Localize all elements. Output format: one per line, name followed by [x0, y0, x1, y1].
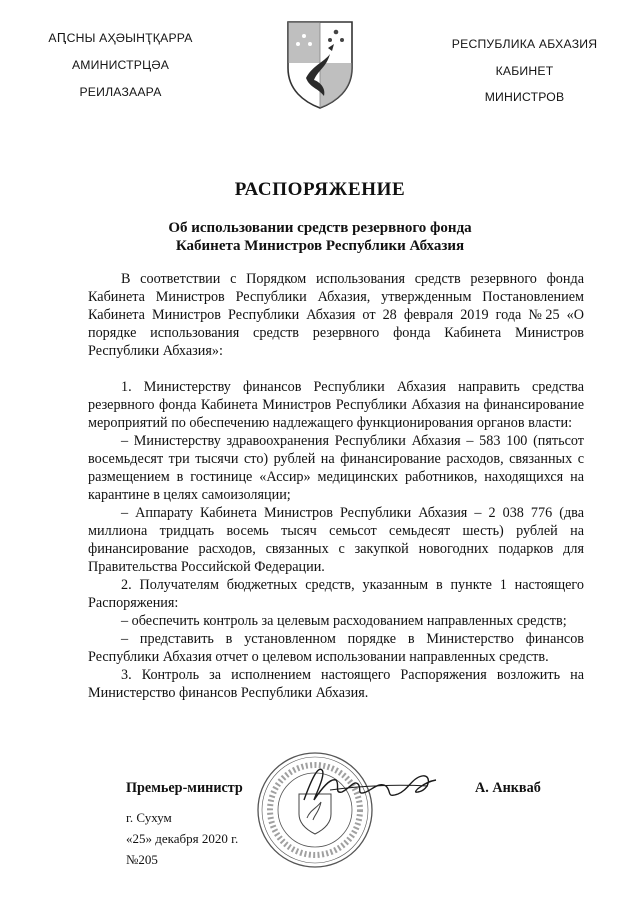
clause-1-item-cabinet-apparatus: – Аппарату Кабинета Министров Республики Абхазия – 2 038 776 (два миллиона тридцать восемь тысяч семьсот семьдесят шесть) рублей на финансирование расходов, связанных с закупкой новогодних подарков для Правительства Российской Федерации. [88, 505, 584, 575]
clause-1-item-health-ministry: – Министерству здравоохранения Республики Абхазия – 583 100 (пятьсот восемьдесят три тысячи сто) рублей на финансирование расходов, связанных с размещением в гостинице «Ассир» медицинских работников, находящихся на карантине в целях самоизоляции; [88, 433, 584, 503]
signature-block [0, 750, 640, 900]
signatory-position: Премьер-министр [126, 780, 243, 796]
document-city: г. Сухум [126, 810, 172, 825]
document-subtitle-line-2: Кабинета Министров Республики Абхазия [175, 238, 465, 254]
document-subtitle-line-1: Об использовании средств резервного фонда [168, 220, 472, 236]
document-body [88, 270, 584, 702]
coat-of-arms-emblem-icon [284, 18, 356, 110]
document-date: «25» декабря 2020 г. [126, 831, 239, 846]
clause-3-paragraph: 3. Контроль за исполнением настоящего Распоряжения возложить на Министерство финансов Республики Абхазия. [88, 667, 584, 701]
document-number: №205 [126, 852, 158, 867]
header-right-line-2: КАБИНЕТ [495, 64, 554, 78]
clause-2-paragraph: 2. Получателям бюджетных средств, указанным в пункте 1 настоящего Распоряжения: [88, 577, 584, 611]
clause-2-item-control: – обеспечить контроль за целевым расходованием направленных средств; [121, 613, 567, 629]
clause-1-paragraph: 1. Министерству финансов Республики Абхазия направить средства резервного фонда Кабинета Министров Республики Абхазия на финансирование мероприятий по обеспечению надлежащего функционирования органов власти: [88, 379, 584, 431]
header-left-line-2: АМИНИСТРЦӘА [71, 58, 170, 72]
header-right-line-1: РЕСПУБЛИКА АБХАЗИЯ [451, 37, 598, 51]
header-right-line-3: МИНИСТРОВ [484, 90, 565, 104]
clause-2-item-report: – представить в установленном порядке в Министерство финансов Республики Абхазия отчет о целевом использовании направленных средств. [88, 631, 584, 665]
header-left-line-3: РЕИЛАЗААРА [79, 85, 162, 99]
signatory-name: А. Анкваб [475, 780, 541, 796]
document-title: РАСПОРЯЖЕНИЕ [234, 179, 406, 200]
handwritten-signature-icon [300, 760, 445, 810]
header-left-line-1: АԤСНЫ АҲӘЫНҬҚАРРА [48, 31, 193, 45]
preamble-paragraph: В соответствии с Порядком использования средств резервного фонда Кабинета Министров Республики Абхазия, утвержденным Постановлением Кабинета Министров Республики Абхазия от 28 февраля 2019 года №25 «О порядке использования средств резервного фонда Кабинета Министров Республики Абхазия»: [88, 271, 584, 359]
